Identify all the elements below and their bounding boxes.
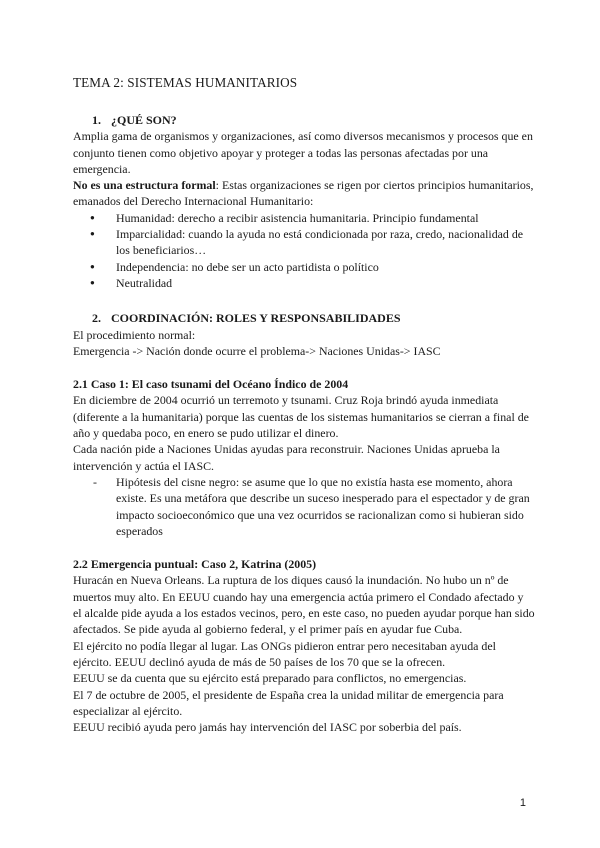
case-1-para2: Cada nación pide a Naciones Unidas ayudas para reconstruir. Naciones Unidas aprueba la intervención y actúa el IASC. — [73, 442, 500, 473]
list-item: ● Neutralidad — [73, 275, 535, 291]
page-number: 1 — [519, 797, 526, 809]
structure-bold: No es una estructura formal — [73, 178, 216, 193]
section-1-structure — [73, 177, 535, 210]
list-item: ● Humanidad: derecho a recibir asistencia humanitaria. Principio fundamental — [73, 210, 535, 226]
section-2-title: COORDINACIÓN: ROLES Y RESPONSABILIDADES — [111, 311, 401, 326]
case-2-heading: 2.2 Emergencia puntual: Caso 2, Katrina (2005) — [73, 557, 317, 572]
list-item: - Hipótesis del cisne negro: se asume que lo que no existía hasta ese momento, ahora existe. Es una metáfora que describe un suceso inesperado para el espectador y de gran impacto socioeconómico que una vez ocurridos se racionalizan como si hubieran sido esperados — [73, 474, 535, 539]
page-title: TEMA 2: SISTEMAS HUMANITARIOS — [73, 75, 298, 90]
case-1-heading: 2.1 Caso 1: El caso tsunami del Océano Índico de 2004 — [73, 377, 349, 392]
list-item: ● Imparcialidad: cuando la ayuda no está condicionada por raza, credo, nacionalidad de los beneficiarios… — [73, 226, 535, 259]
case-2-para2: El ejército no podía llegar al lugar. Las ONGs pidieron entrar pero necesitaban ayuda del ejército. EEUU declinó ayuda de más de 50 países de los 70 que se la ofrecen. — [73, 638, 496, 669]
principles-list — [73, 210, 535, 291]
section-1-number: 1. — [92, 113, 101, 127]
case-2-para5: EEUU recibió ayuda pero jamás hay intervención del IASC por soberbia del país. — [73, 720, 462, 735]
case-2-para1: Huracán en Nueva Orleans. La ruptura de los diques causó la inundación. No hubo un nº de muertos muy alto. En EEUU cuando hay una emergencia actúa primero el Condado afectado y el alcalde pide ayuda a los estados vecinos, pero, en este caso, no pueden ayudar porque han sido afectados. Se pide ayuda al gobierno federal, y el primer país en ayudar fue Cuba. — [73, 573, 535, 637]
structure-rest: : Estas organizaciones se rigen por ciertos principios humanitarios, emanados del Derecho Internacional Humanitario: — [73, 178, 534, 209]
list-item: ● Independencia: no debe ser un acto partidista o político — [73, 259, 535, 275]
section-2-line2: Emergencia -> Nación donde ocurre el problema-> Naciones Unidas-> IASC — [73, 343, 441, 358]
case-2-para4: El 7 de octubre de 2005, el presidente de España crea la unidad militar de emergencia para especializar al ejército. — [73, 687, 504, 718]
section-2-number: 2. — [92, 311, 101, 326]
section-2-heading — [73, 310, 535, 326]
case-1-para1: En diciembre de 2004 ocurrió un terremoto y tsunami. Cruz Roja brindó ayuda inmediata (diferente a la humanitaria) porque las cuentas de los sistemas humanitarios se cierran a final de año y quedaba poco, en enero se pudo utilizar el dinero. — [73, 393, 529, 441]
section-2-line1: El procedimiento normal: — [73, 327, 196, 342]
section-1-intro: Amplia gama de organismos y organizaciones, así como diversos mecanismos y procesos que en conjunto tienen como objetivo apoyar y proteger a todas las personas afectadas por una emergencia. — [73, 129, 533, 176]
case-2-para3: EEUU se da cuenta que su ejército está preparado para conflictos, no emergencias. — [73, 671, 467, 686]
section-1-title: ¿QUÉ SON? — [111, 113, 177, 127]
document-page — [73, 74, 535, 735]
section-1-heading — [73, 112, 535, 128]
case-1-dash-list — [73, 474, 535, 539]
